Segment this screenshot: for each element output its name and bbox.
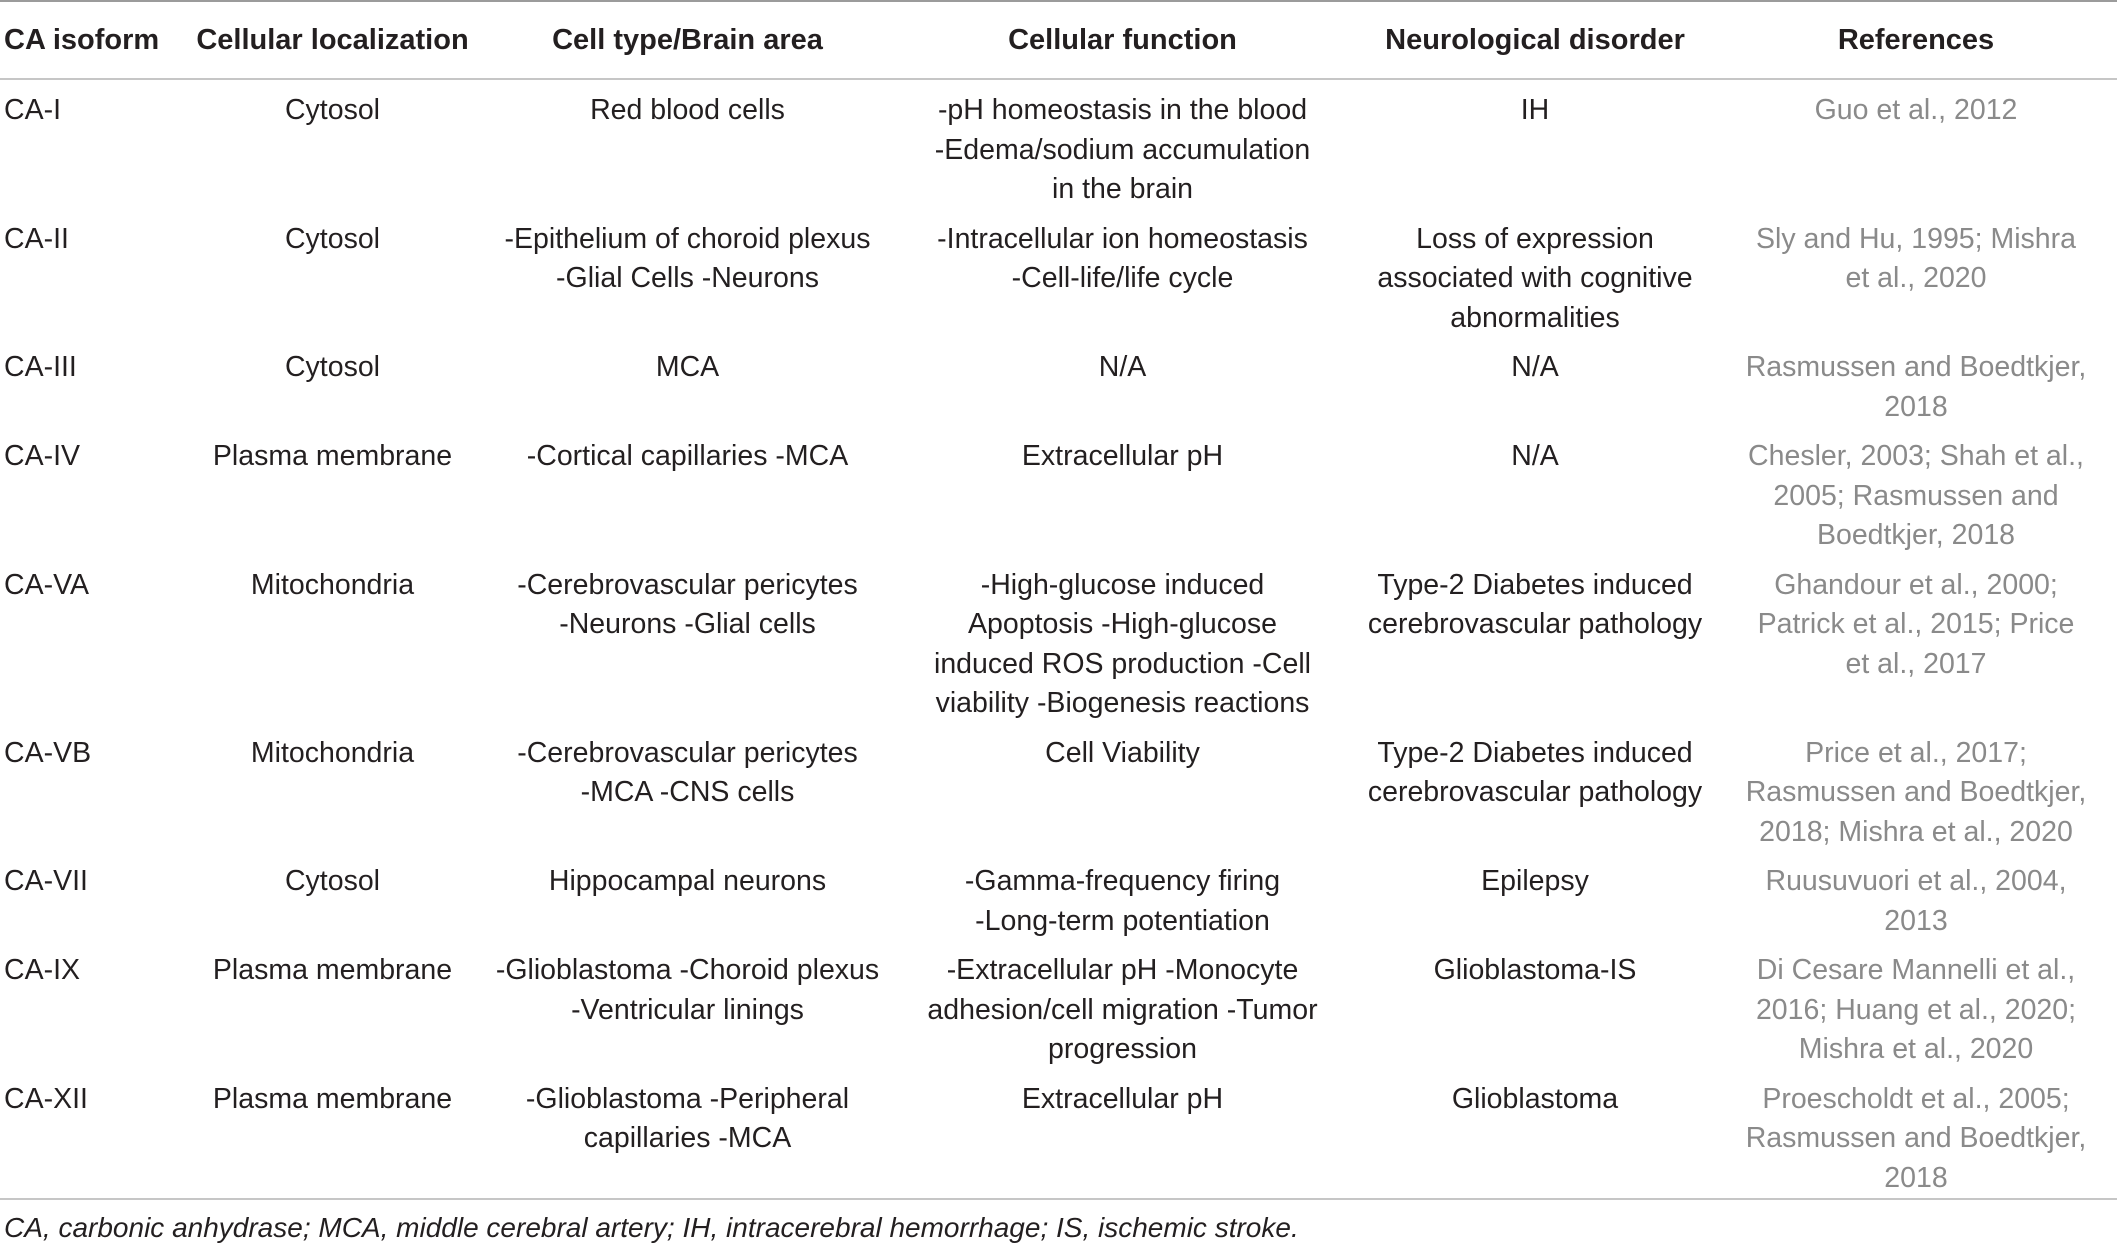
cell-disorder (1355, 947, 1715, 1076)
cell-function (890, 433, 1355, 562)
cell-line: -Cortical capillaries -MCA (526, 440, 849, 472)
cell-references[interactable] (1715, 79, 2117, 216)
cell-line: -Gamma-frequency firing (964, 865, 1281, 897)
cell-line: capillaries -MCA (583, 1122, 792, 1154)
cell-cell-type (485, 947, 890, 1076)
cell-line: -Neurons -Glial cells (559, 608, 816, 640)
cell-isoform: CA-I (4, 94, 61, 126)
cell-line: -Intracellular ion homeostasis (937, 222, 1308, 255)
header-row (0, 1, 2117, 79)
cell-cell-type (485, 562, 890, 730)
cell-references[interactable] (1715, 947, 2117, 1076)
cell-isoform: CA-IX (4, 954, 81, 986)
cell-line: -Ventricular linings (571, 993, 804, 1026)
cell-disorder (1355, 730, 1715, 859)
cell-isoform: CA-XII (4, 1082, 88, 1115)
cell-isoform: CA-VA (4, 568, 89, 601)
header-disorder: Neurological disorder (1355, 1, 1715, 79)
table-footnote: CA, carbonic anhydrase; MCA, middle cerebral artery; IH, intracerebral hemorrhage; IS, ischemic stroke. (0, 1198, 2117, 1244)
cell-localization: Mitochondria (250, 568, 415, 601)
cell-line: Epilepsy (1481, 865, 1589, 897)
cell-line: Extracellular pH (1021, 440, 1224, 472)
cell-references[interactable] (1715, 730, 2117, 859)
cell-function (890, 562, 1355, 730)
cell-line: Type-2 Diabetes induced (1377, 736, 1693, 769)
cell-line: viability -Biogenesis reactions (935, 687, 1310, 719)
cell-localization: Cytosol (284, 865, 381, 897)
table-row (0, 947, 2117, 1076)
cell-line: N/A (1511, 440, 1559, 472)
cell-localization: Plasma membrane (212, 440, 453, 472)
cell-line: Cell Viability (1045, 736, 1200, 769)
cell-line: Rasmussen and Boedtkjer, (1745, 351, 2087, 383)
cell-line: associated with cognitive (1377, 262, 1693, 294)
cell-line: adhesion/cell migration -Tumor (927, 993, 1318, 1026)
cell-line: Proescholdt et al., 2005; (1762, 1082, 2070, 1115)
cell-function (890, 730, 1355, 859)
cell-line: -Cell-life/life cycle (1011, 262, 1234, 294)
cell-line: -Glioblastoma -Choroid plexus (495, 954, 880, 986)
cell-function (890, 947, 1355, 1076)
cell-line: -Extracellular pH -Monocyte (946, 954, 1299, 986)
cell-line: abnormalities (1450, 301, 1620, 334)
cell-line: MCA (655, 351, 720, 383)
cell-line: -Epithelium of choroid plexus (504, 222, 871, 255)
cell-disorder (1355, 79, 1715, 216)
cell-references[interactable] (1715, 433, 2117, 562)
cell-line: Boedtkjer, 2018 (1816, 519, 2016, 551)
cell-isoform: CA-IV (4, 440, 81, 472)
header-localization: Cellular localization (180, 1, 485, 79)
cell-line: IH (1520, 94, 1550, 126)
cell-line: -MCA -CNS cells (580, 776, 795, 808)
table-row (0, 858, 2117, 947)
header-function: Cellular function (890, 1, 1355, 79)
cell-function (890, 858, 1355, 947)
cell-cell-type (485, 730, 890, 859)
cell-line: N/A (1098, 351, 1147, 383)
table-body (0, 79, 2117, 1204)
cell-line: Apoptosis -High-glucose (968, 608, 1277, 640)
cell-line: progression (1048, 1033, 1197, 1065)
cell-line: Rasmussen and Boedtkjer, (1745, 776, 2087, 808)
table-row (0, 433, 2117, 562)
header-cell-type: Cell type/Brain area (485, 1, 890, 79)
cell-isoform: CA-III (4, 351, 77, 383)
cell-line: 2016; Huang et al., 2020; (1755, 993, 2077, 1026)
cell-line: -Edema/sodium accumulation (934, 133, 1311, 166)
table-row (0, 79, 2117, 216)
cell-line: Ghandour et al., 2000; (1774, 568, 2058, 601)
cell-localization: Cytosol (284, 351, 381, 383)
cell-isoform: CA-VB (4, 736, 92, 769)
cell-isoform: CA-VII (4, 865, 88, 897)
cell-function (890, 79, 1355, 216)
cell-line: Extracellular pH (1021, 1082, 1224, 1115)
table-row (0, 344, 2117, 433)
table-row (0, 1076, 2117, 1205)
cell-line: -Glial Cells -Neurons (556, 262, 819, 294)
cell-references[interactable] (1715, 216, 2117, 345)
cell-line: -Glioblastoma -Peripheral (525, 1082, 850, 1115)
header-references: References (1715, 1, 2117, 79)
cell-function (890, 1076, 1355, 1205)
cell-localization: Plasma membrane (212, 954, 453, 986)
cell-line: Ruusuvuori et al., 2004, (1765, 865, 2067, 897)
cell-line: in the brain (1051, 173, 1193, 205)
cell-line: cerebrovascular pathology (1367, 608, 1703, 640)
cell-references[interactable] (1715, 344, 2117, 433)
cell-line: N/A (1511, 351, 1559, 383)
cell-line: Type-2 Diabetes induced (1377, 568, 1693, 601)
cell-line: 2018; Mishra et al., 2020 (1759, 815, 2073, 848)
cell-disorder (1355, 1076, 1715, 1205)
cell-localization: Plasma membrane (212, 1082, 453, 1115)
cell-line: Sly and Hu, 1995; Mishra (1756, 222, 2076, 255)
cell-line: -Long-term potentiation (975, 904, 1270, 937)
cell-references[interactable] (1715, 1076, 2117, 1205)
cell-cell-type (485, 216, 890, 345)
cell-disorder (1355, 344, 1715, 433)
table-row (0, 216, 2117, 345)
cell-line: Glioblastoma-IS (1433, 954, 1637, 986)
cell-references[interactable] (1715, 562, 2117, 730)
cell-cell-type (485, 433, 890, 562)
cell-line: Chesler, 2003; Shah et al., (1748, 440, 2084, 472)
cell-line: Glioblastoma (1451, 1082, 1619, 1115)
cell-line: et al., 2020 (1845, 262, 1987, 294)
cell-line: cerebrovascular pathology (1367, 776, 1703, 808)
cell-line: 2018 (1884, 1161, 1948, 1194)
cell-line: 2013 (1884, 904, 1948, 937)
cell-disorder (1355, 858, 1715, 947)
cell-line: 2005; Rasmussen and (1773, 479, 2059, 512)
cell-cell-type (485, 344, 890, 433)
cell-cell-type (485, 1076, 890, 1205)
cell-localization: Mitochondria (250, 736, 415, 769)
cell-line: Mishra et al., 2020 (1798, 1033, 2034, 1065)
cell-disorder (1355, 216, 1715, 345)
cell-line: Guo et al., 2012 (1814, 94, 2018, 126)
cell-localization: Cytosol (284, 222, 381, 255)
cell-line: Loss of expression (1416, 222, 1654, 255)
cell-references[interactable] (1715, 858, 2117, 947)
cell-line: Price et al., 2017; (1805, 736, 2027, 769)
cell-line: et al., 2017 (1845, 647, 1987, 680)
table-row (0, 730, 2117, 859)
cell-line: Red blood cells (590, 94, 785, 126)
cell-line: Rasmussen and Boedtkjer, (1745, 1122, 2087, 1154)
cell-line: 2018 (1884, 390, 1948, 423)
table-row (0, 562, 2117, 730)
cell-line: induced ROS production -Cell (933, 647, 1312, 680)
cell-line: -Cerebrovascular pericytes (517, 568, 858, 601)
header-isoform: CA isoform (0, 1, 180, 79)
cell-cell-type (485, 858, 890, 947)
cell-line: Hippocampal neurons (548, 865, 827, 897)
cell-line: -Cerebrovascular pericytes (517, 736, 858, 769)
cell-line: Di Cesare Mannelli et al., (1756, 954, 2076, 986)
cell-disorder (1355, 562, 1715, 730)
cell-isoform: CA-II (4, 222, 69, 255)
cell-line: -pH homeostasis in the blood (937, 94, 1308, 126)
cell-function (890, 216, 1355, 345)
cell-line: -High-glucose induced (980, 568, 1265, 601)
cell-localization: Cytosol (284, 94, 381, 126)
cell-disorder (1355, 433, 1715, 562)
cell-line: Patrick et al., 2015; Price (1757, 608, 2075, 640)
cell-cell-type (485, 79, 890, 216)
cell-function (890, 344, 1355, 433)
